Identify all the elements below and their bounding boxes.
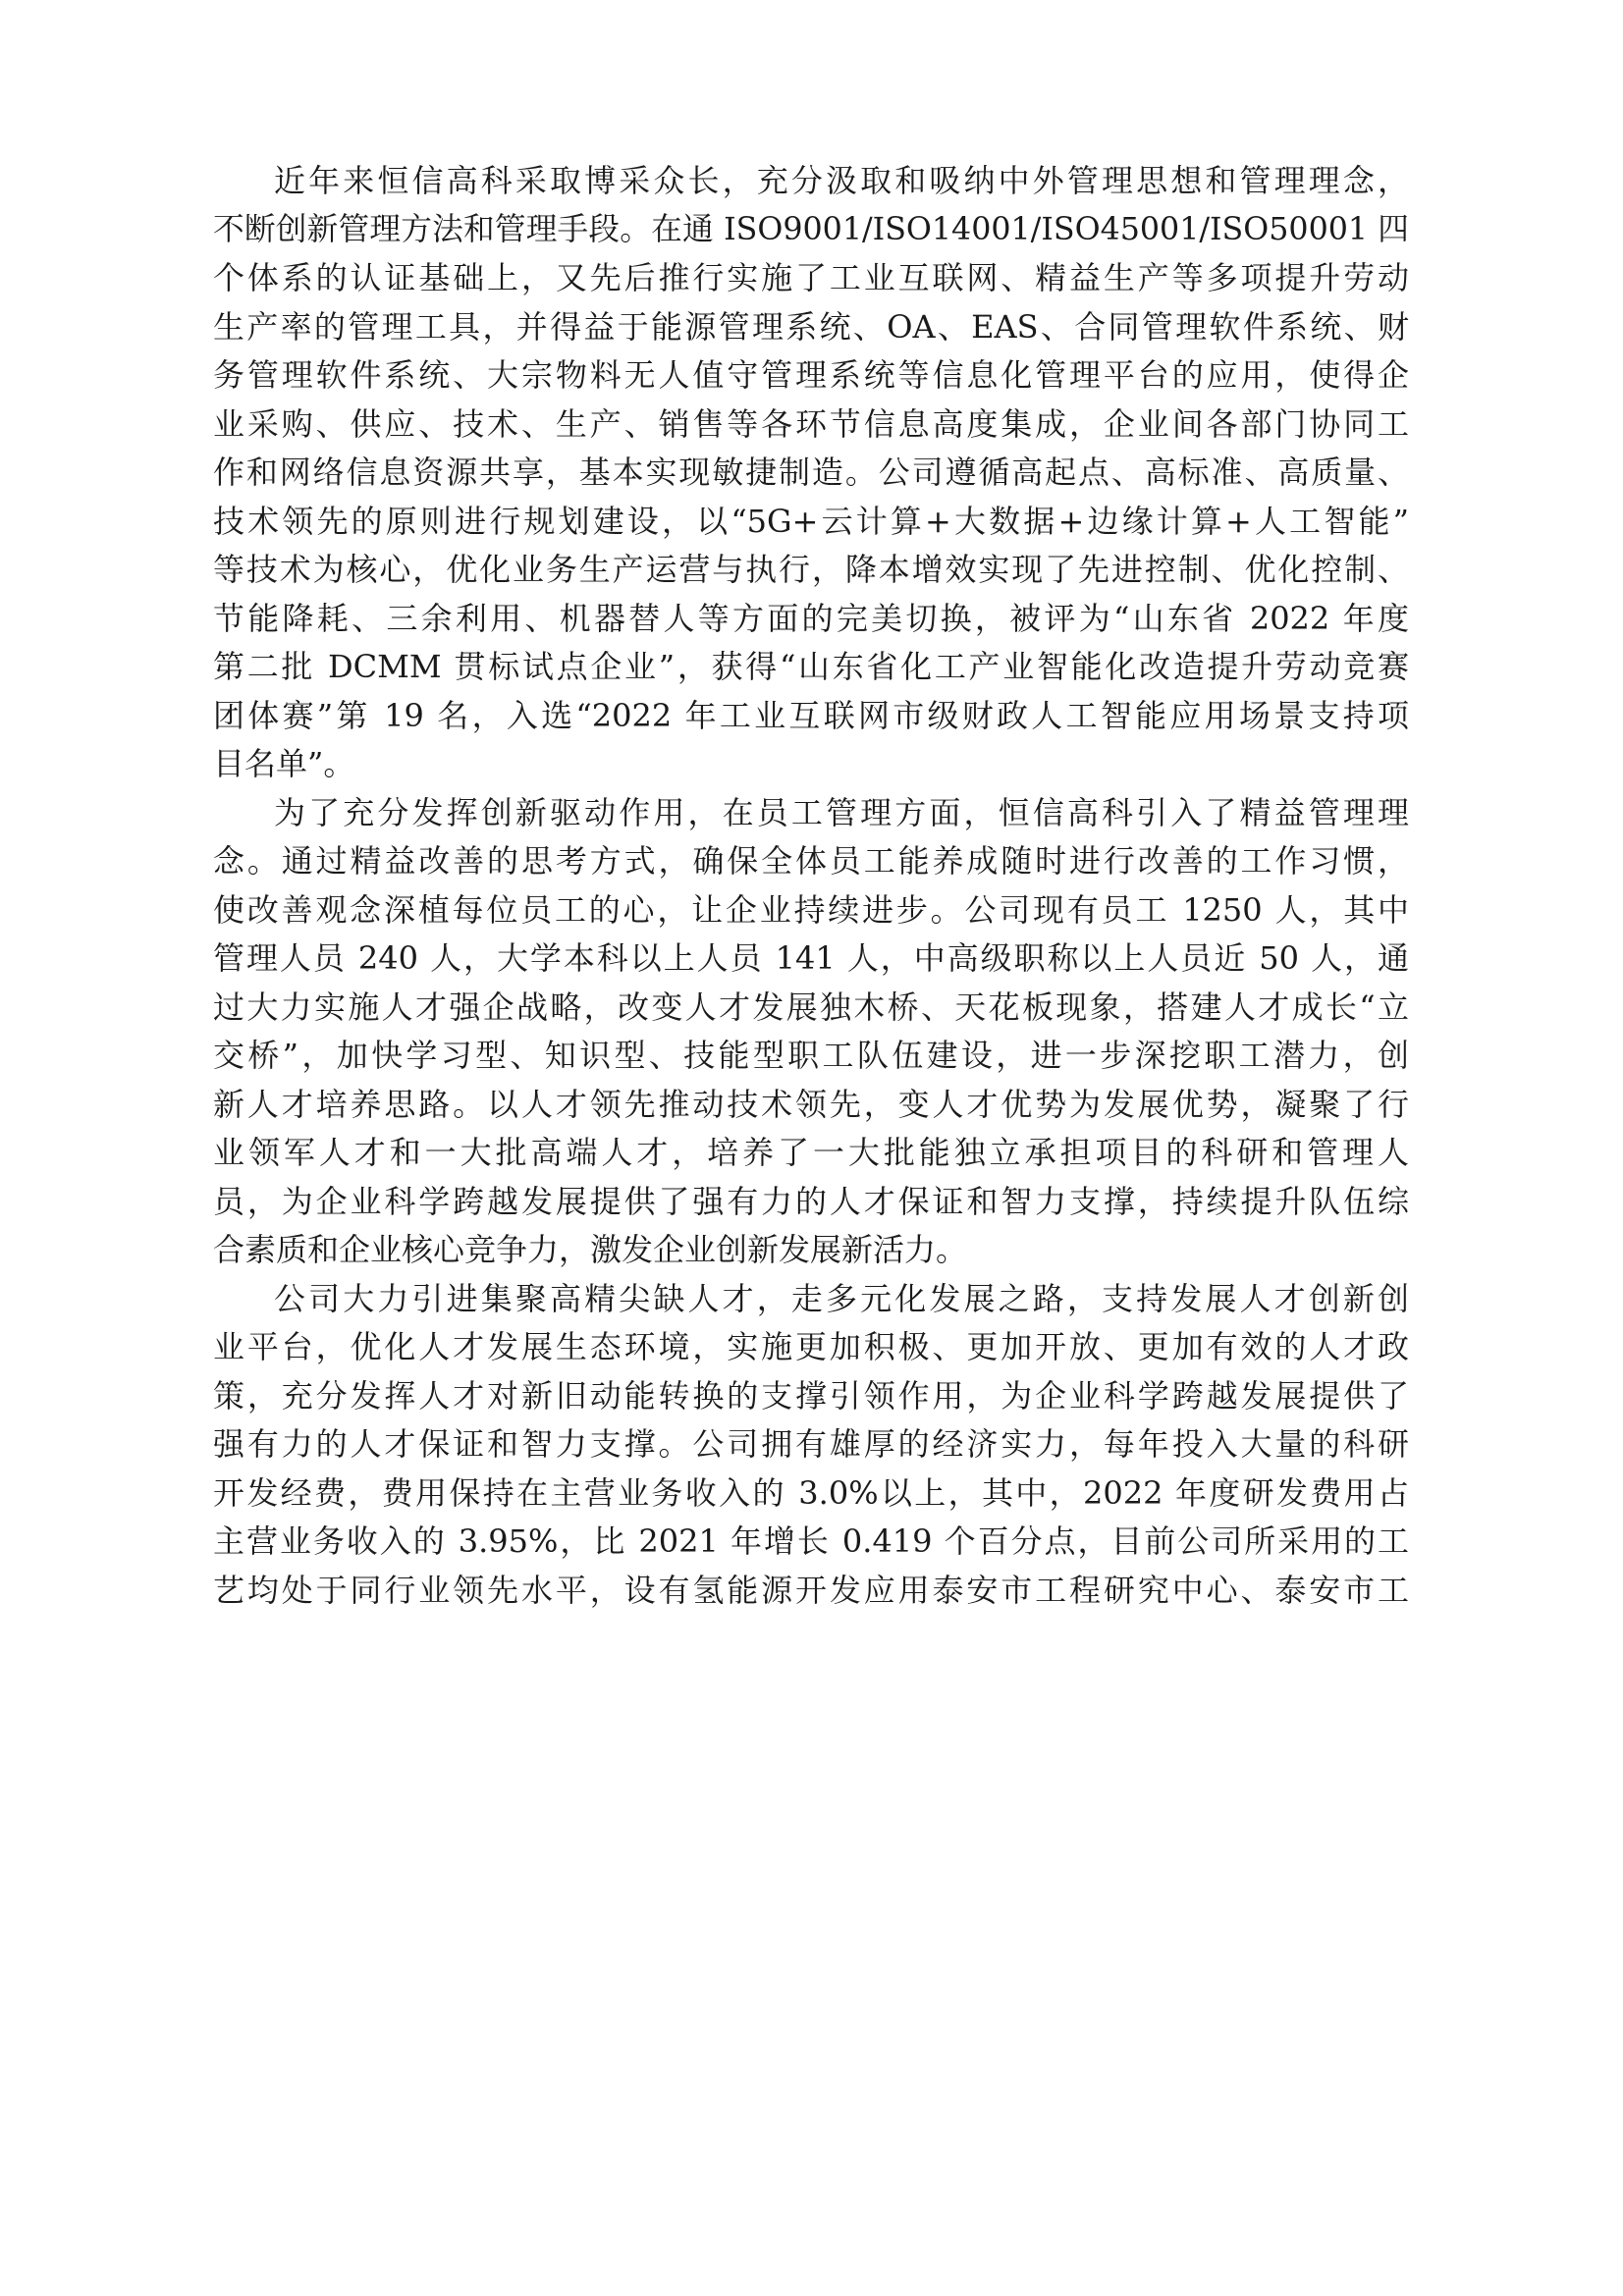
paragraph-3-line: 策，充分发挥人才对新旧动能转换的支撑引领作用，为企业科学跨越发展提供了 — [213, 1376, 1409, 1415]
paragraph-2-line: 员，为企业科学跨越发展提供了强有力的人才保证和智力支撑，持续提升队伍综 — [213, 1182, 1409, 1220]
paragraph-1-line: 等技术为核心，优化业务生产运营与执行，降本增效实现了先进控制、优化控制、 — [213, 551, 1409, 588]
paragraph-3-line: 主营业务收入的 3.95%，比 2021 年增长 0.419 个百分点，目前公司所采用的工 — [213, 1522, 1409, 1560]
paragraph-1-line: 技术领先的原则进行规划建设，以“5G+云计算+大数据+边缘计算+人工智能” — [213, 502, 1409, 540]
paragraph-1-line: 第二批 DCMM 贯标试点企业”，获得“山东省化工产业智能化改造提升劳动竞赛 — [213, 648, 1409, 685]
paragraph-1-line: 业采购、供应、技术、生产、销售等各环节信息高度集成，企业间各部门协同工 — [213, 404, 1409, 443]
paragraph-3-line: 公司大力引进集聚高精尖缺人才，走多元化发展之路，支持发展人才创新创 — [274, 1279, 1409, 1317]
paragraph-3-line: 强有力的人才保证和智力支撑。公司拥有雄厚的经济实力，每年投入大量的科研 — [213, 1425, 1409, 1463]
paragraph-2-line: 念。通过精益改善的思考方式，确保全体员工能养成随时进行改善的工作习惯， — [213, 842, 1409, 880]
paragraph-3-line: 业平台，优化人才发展生态环境，实施更加积极、更加开放、更加有效的人才政 — [213, 1328, 1409, 1365]
paragraph-2-line: 管理人员 240 人，大学本科以上人员 141 人，中高级职称以上人员近 50 人，通 — [213, 939, 1409, 977]
paragraph-2-line: 新人才培养思路。以人才领先推动技术领先，变人才优势为发展优势，凝聚了行 — [213, 1085, 1409, 1123]
paragraph-2-line: 为了充分发挥创新驱动作用，在员工管理方面，恒信高科引入了精益管理理 — [274, 793, 1409, 831]
paragraph-3-line: 艺均处于同行业领先水平，设有氢能源开发应用泰安市工程研究中心、泰安市工 — [213, 1571, 1409, 1609]
paragraph-1-line: 作和网络信息资源共享，基本实现敏捷制造。公司遵循高起点、高标准、高质量、 — [213, 454, 1409, 491]
paragraph-1-line: 生产率的管理工具，并得益于能源管理系统、OA、EAS、合同管理软件系统、财 — [213, 307, 1409, 346]
paragraph-1-line: 不断创新管理方法和管理手段。在通 ISO9001/ISO14001/ISO45001/ISO50001 四 — [213, 211, 1409, 247]
paragraph-2-line: 业领军人才和一大批高端人才，培养了一大批能独立承担项目的科研和管理人 — [213, 1134, 1409, 1171]
paragraph-1-line: 团体赛”第 19 名，入选“2022 年工业互联网市级财政人工智能应用场景支持项 — [213, 696, 1409, 734]
paragraph-1-line: 近年来恒信高科采取博采众长，充分汲取和吸纳中外管理思想和管理理念， — [274, 162, 1409, 199]
body-text — [213, 157, 1409, 1615]
paragraph-3-line: 开发经费，费用保持在主营业务收入的 3.0%以上，其中，2022 年度研发费用占 — [213, 1473, 1409, 1512]
paragraph-1-line: 务管理软件系统、大宗物料无人值守管理系统等信息化管理平台的应用，使得企 — [213, 356, 1409, 394]
paragraph-2-line: 使改善观念深植每位员工的心，让企业持续进步。公司现有员工 1250 人，其中 — [213, 890, 1409, 929]
paragraph-2-line: 过大力实施人才强企战略，改变人才发展独木桥、天花板现象，搭建人才成长“立 — [213, 988, 1409, 1026]
paragraph-2-line: 交桥”，加快学习型、知识型、技能型职工队伍建设，进一步深挖职工潜力，创 — [213, 1037, 1409, 1074]
paragraph-1-line: 个体系的认证基础上，又先后推行实施了工业互联网、精益生产等多项提升劳动 — [213, 259, 1409, 296]
paragraph-1-line: 节能降耗、三余利用、机器替人等方面的完美切换，被评为“山东省 2022 年度 — [213, 599, 1409, 637]
paragraph-1-line: 目名单”。 — [213, 745, 355, 782]
paragraph-2-line: 合素质和企业核心竞争力，激发企业创新发展新活力。 — [213, 1231, 968, 1268]
